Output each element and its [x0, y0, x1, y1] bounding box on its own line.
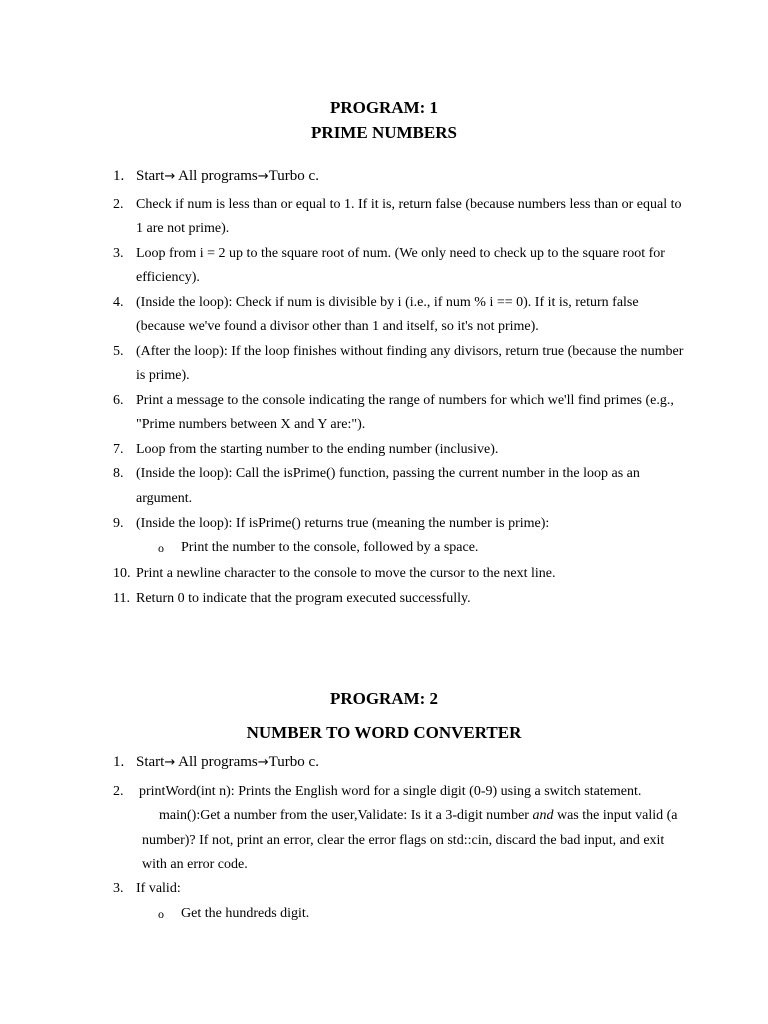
p2-step-2-number: 2. [113, 784, 124, 799]
program-2-title: PROGRAM: 2 [329, 689, 439, 708]
p1-step-7-line-1: Loop from the starting number to the ending number (inclusive). [136, 442, 499, 457]
p1-step-1-all-programs: All programs [175, 168, 258, 184]
p1-step-6-number: 6. [113, 393, 124, 408]
p1-step-3-line-2: efficiency). [136, 270, 200, 285]
p1-step-2-line-2: 1 are not prime). [136, 221, 230, 236]
p2-step-2-emphasis: and [532, 808, 554, 823]
program-1-title: PROGRAM: 1 [329, 98, 439, 117]
p1-step-5-line-2: is prime). [136, 368, 190, 383]
p1-step-2-line-1: Check if num is less than or equal to 1. If it is, return false (because numbers less than or equal to [136, 197, 682, 212]
p2-step-2-line-2-end: was the input valid (a [553, 808, 678, 823]
p2-step-2-line-2-start: main():Get a number from the user,Validate: Is it a 3-digit number [159, 808, 533, 823]
arrow-icon: → [257, 755, 269, 770]
arrow-icon: → [164, 169, 176, 184]
p1-step-1-text [136, 167, 319, 186]
arrow-icon: → [257, 169, 269, 184]
p1-step-10-number: 10. [113, 566, 131, 581]
p1-step-9-sub-item: Print the number to the console, followed by a space. [181, 540, 479, 555]
p2-step-1-all-programs: All programs [175, 754, 258, 770]
p2-step-2-line-3: number)? If not, print an error, clear the error flags on std::cin, discard the bad input, and exit [142, 833, 665, 848]
p1-step-2-number: 2. [113, 197, 124, 212]
bullet-icon: o [158, 541, 164, 555]
p2-step-2-line-1: printWord(int n): Prints the English word for a single digit (0-9) using a switch statement. [139, 784, 642, 799]
p2-step-1-number: 1. [113, 754, 125, 770]
p1-step-9-number: 9. [113, 516, 124, 531]
p1-step-6-line-1: Print a message to the console indicating the range of numbers for which we'll find primes (e.g., [136, 393, 674, 408]
p1-step-10-line-1: Print a newline character to the console to move the cursor to the next line. [136, 566, 556, 581]
p1-step-9-line-1: (Inside the loop): If isPrime() returns true (meaning the number is prime): [136, 516, 550, 531]
program-1-subtitle: PRIME NUMBERS [311, 123, 457, 142]
p1-step-4-line-2: (because we've found a divisor other than 1 and itself, so it's not prime). [136, 319, 539, 334]
p1-step-7-number: 7. [113, 442, 124, 457]
p2-step-1-start: Start [136, 754, 165, 770]
p1-step-8-line-2: argument. [136, 491, 193, 506]
p2-step-2-line-2 [159, 807, 677, 825]
p1-step-5-number: 5. [113, 344, 124, 359]
p1-step-11-number: 11. [113, 591, 130, 606]
arrow-icon: → [164, 755, 176, 770]
p1-step-5-line-1: (After the loop): If the loop finishes without finding any divisors, return true (because the number [136, 344, 684, 359]
p1-step-6-line-2: "Prime numbers between X and Y are:"). [136, 417, 366, 432]
p1-step-3-number: 3. [113, 246, 124, 261]
p1-step-8-number: 8. [113, 466, 124, 481]
p1-step-3-line-1: Loop from i = 2 up to the square root of num. (We only need to check up to the square root for [136, 246, 665, 261]
p1-step-11-line-1: Return 0 to indicate that the program executed successfully. [136, 591, 471, 606]
program-2-subtitle: NUMBER TO WORD CONVERTER [246, 723, 522, 742]
p2-step-3-line-1: If valid: [136, 881, 181, 896]
p2-step-1-text [136, 753, 319, 772]
p1-step-4-line-1: (Inside the loop): Check if num is divisible by i (i.e., if num % i == 0). If it is, return false [136, 295, 639, 310]
bullet-icon: o [158, 907, 164, 921]
p2-step-3-number: 3. [113, 881, 124, 896]
p1-step-1-start: Start [136, 168, 165, 184]
p1-step-1-turbo-c: Turbo c. [268, 168, 319, 184]
p1-step-8-line-1: (Inside the loop): Call the isPrime() function, passing the current number in the loop as an [136, 466, 640, 481]
p2-step-3-sub-item: Get the hundreds digit. [181, 906, 310, 921]
p1-step-1-number: 1. [113, 168, 125, 184]
p2-step-2-line-4: with an error code. [142, 857, 248, 872]
p1-step-4-number: 4. [113, 295, 124, 310]
p2-step-1-turbo-c: Turbo c. [268, 754, 319, 770]
